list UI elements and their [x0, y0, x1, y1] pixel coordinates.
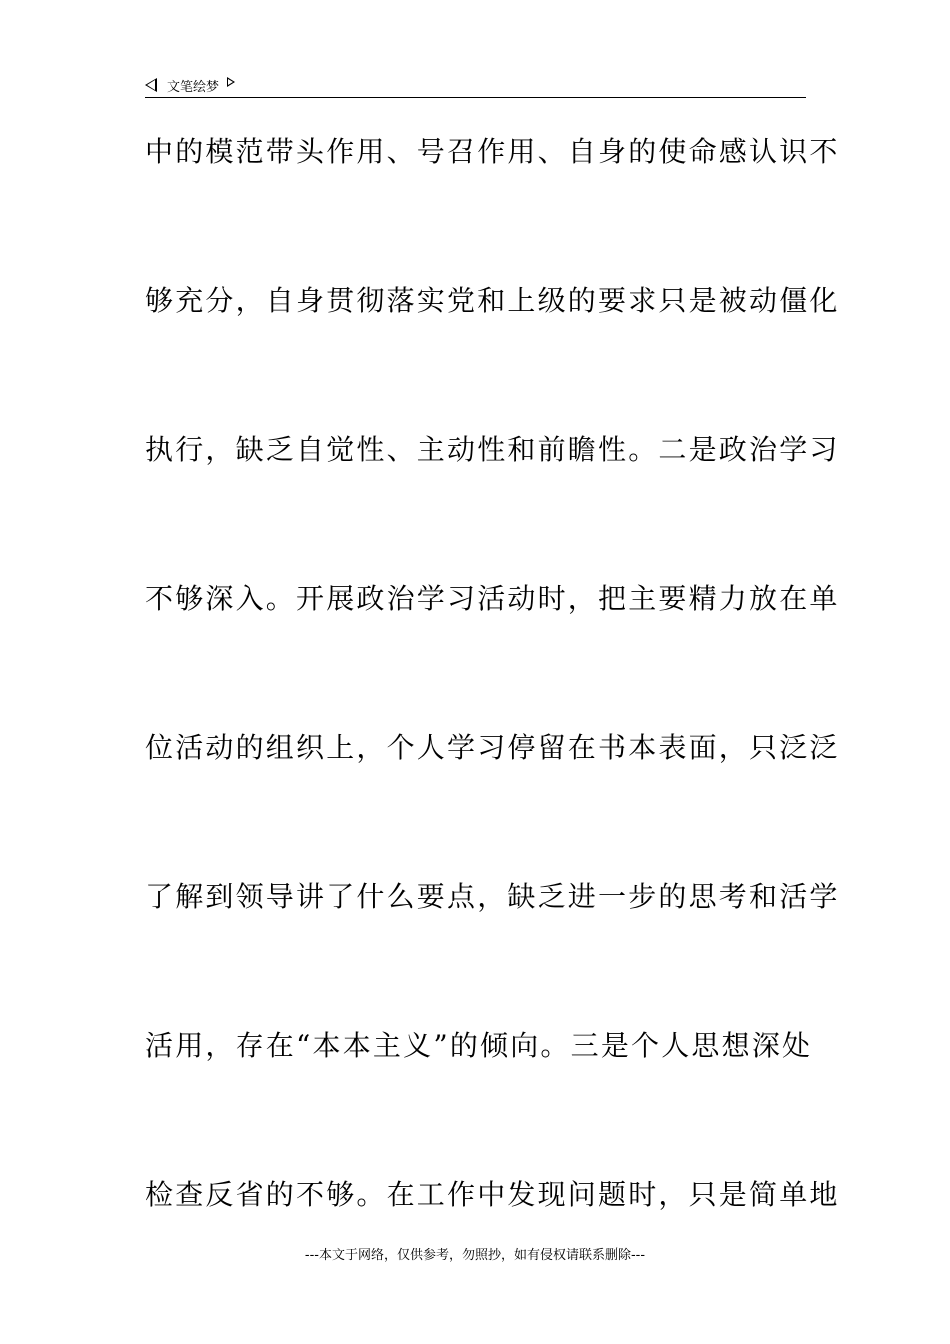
- header-brand: 文笔绘梦: [167, 79, 220, 95]
- body-line: 了解到领导讲了什么要点，缺乏进一步的思考和活学: [145, 880, 840, 913]
- body-line: 活用，存在“本本主义”的倾向。三是个人思想深处: [145, 1029, 813, 1062]
- body-line: 检查反省的不够。在工作中发现问题时，只是简单地: [145, 1178, 840, 1211]
- right-triangle-icon: [227, 77, 235, 87]
- body-line: 位活动的组织上，个人学习停留在书本表面，只泛泛: [145, 731, 840, 764]
- header-divider: [145, 97, 806, 98]
- body-line: 够充分，自身贯彻落实党和上级的要求只是被动僵化: [145, 284, 840, 317]
- footer-notice: ---本文于网络，仅供参考，勿照抄，如有侵权请联系删除---: [304, 1248, 646, 1263]
- document-body: [145, 130, 840, 1322]
- body-line: 中的模范带头作用、号召作用、自身的使命感认识不: [145, 135, 840, 168]
- page-header: [145, 72, 806, 98]
- body-line: 执行，缺乏自觉性、主动性和前瞻性。二是政治学习: [145, 433, 840, 466]
- body-line: 不够深入。开展政治学习活动时，把主要精力放在单: [145, 582, 840, 615]
- left-triangle-icon: [145, 78, 157, 92]
